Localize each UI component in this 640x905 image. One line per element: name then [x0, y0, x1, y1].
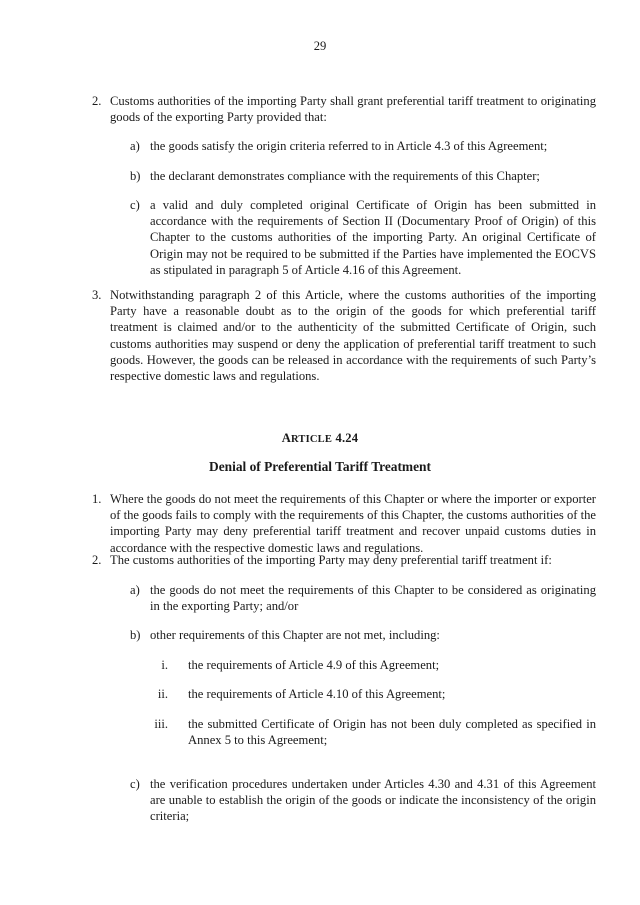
paragraph-number: 2. — [92, 553, 102, 567]
page-number: 29 — [313, 39, 327, 53]
item-label: b) — [130, 169, 141, 183]
paragraph-text: Where the goods do not meet the requirements of this Chapter or where the importer or exporter of the goods fails to comply with the requirements of this Chapter, the customs authorities of the importing Party may deny preferential tariff treatment and recover unpaid customs duties in accordance with the respective domestic laws and regulations. — [110, 492, 597, 555]
article-label-rest: RTICLE — [291, 434, 333, 445]
paragraph-number: 2. — [92, 94, 102, 108]
paragraph-text: Notwithstanding paragraph 2 of this Article, where the customs authorities of the importing Party have a reasonable doubt as to the origin of the goods for which preferential tariff treatment is claimed and/or to the authenticity of the submitted Certificate of Origin, such customs authorities may suspend or deny the application of preferential tariff treatment to such goods. However, the goods can be released in accordance with the requirements of such Party’s respective domestic laws and regulations. — [110, 288, 596, 384]
paragraph-number: 1. — [92, 492, 102, 506]
paragraph-text: The customs authorities of the importing Party may deny preferential tariff treatment if: — [110, 553, 552, 567]
item-label: c) — [130, 777, 140, 791]
item-text: the verification procedures undertaken under Articles 4.30 and 4.31 of this Agreement are unable to establish the origin of the goods or indicate the inconsistency of the origin criteria; — [150, 777, 596, 824]
item-text: a valid and duly completed original Certificate of Origin has been submitted in accordance with the requirements of Section II (Documentary Proof of Origin) of this Chapter to the customs authorities of the importing Party. An original Certificate of Origin may not be required to be submitted if the Parties have implemented the EOCVS as stipulated in paragraph 5 of Article 4.16 of this Agreement. — [150, 198, 596, 277]
item-text: the goods do not meet the requirements of this Chapter to be considered as originating in the exporting Party; and/or — [150, 583, 596, 614]
item-label: a) — [130, 139, 140, 153]
item-text: the goods satisfy the origin criteria referred to in Article 4.3 of this Agreement; — [150, 139, 548, 153]
sub-item-text: the requirements of Article 4.10 of this Agreement; — [188, 687, 446, 701]
article-label-initial: A — [281, 431, 291, 445]
item-label: b) — [130, 628, 141, 642]
article-title: Denial of Preferential Tariff Treatment — [209, 459, 431, 474]
item-text: the declarant demonstrates compliance with the requirements of this Chapter; — [150, 169, 540, 183]
item-label: c) — [130, 198, 140, 212]
article-label — [0, 430, 640, 448]
sub-item-label: i. — [161, 658, 168, 672]
item-text: other requirements of this Chapter are not met, including: — [150, 628, 440, 642]
sub-item-label: iii. — [154, 717, 168, 731]
paragraph-text: Customs authorities of the importing Party shall grant preferential tariff treatment to originating goods of the exporting Party provided that: — [110, 94, 596, 125]
article-number: 4.24 — [335, 431, 359, 445]
sub-item-text: the submitted Certificate of Origin has not been duly completed as specified in Annex 5 to this Agreement; — [188, 717, 596, 748]
sub-item-label: ii. — [157, 687, 168, 701]
item-label: a) — [130, 583, 140, 597]
sub-item-text: the requirements of Article 4.9 of this Agreement; — [188, 658, 440, 672]
paragraph-number: 3. — [92, 288, 102, 302]
